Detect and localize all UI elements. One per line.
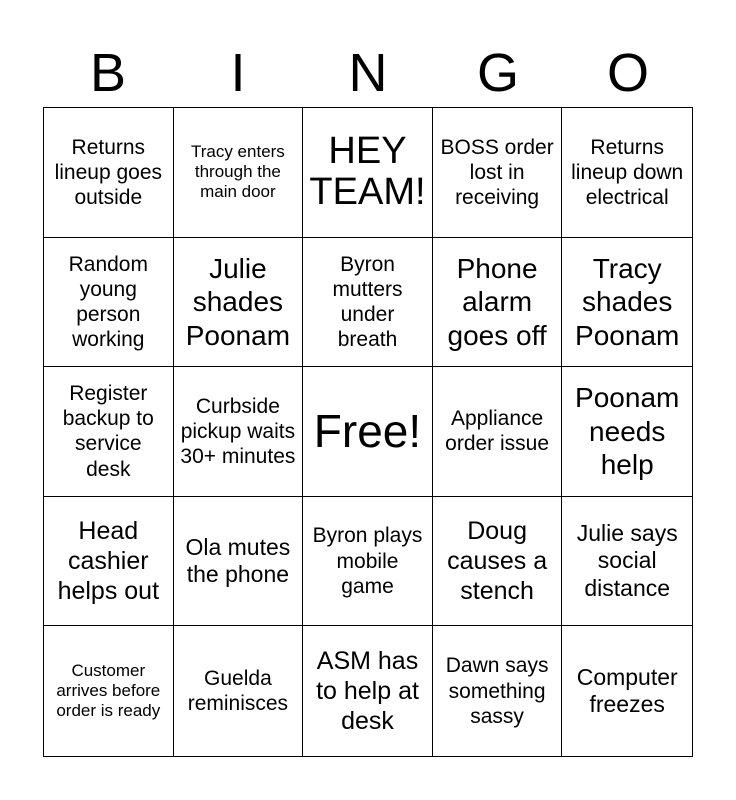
cell-text: Julie shades Poonam (185, 252, 291, 351)
bingo-cell[interactable] (44, 497, 174, 627)
bingo-cell[interactable] (174, 108, 304, 238)
bingo-cell[interactable] (303, 497, 433, 627)
header-letter-g: G (476, 43, 519, 103)
bingo-cell[interactable] (433, 497, 563, 627)
bingo-cell[interactable] (562, 238, 692, 368)
bingo-cell[interactable] (562, 108, 692, 238)
cell-text: Byron mutters under breath (332, 252, 403, 352)
bingo-cell[interactable] (44, 626, 174, 756)
cell-text: Guelda reminisces (187, 667, 289, 716)
cell-text: Returns lineup goes outside (54, 135, 162, 209)
cell-text: Byron plays mobile game (312, 524, 423, 598)
header-letter-o: O (606, 43, 649, 103)
header-letter-n: N (348, 43, 388, 103)
cell-text: Phone alarm goes off (447, 252, 547, 351)
bingo-cell[interactable] (174, 238, 304, 368)
free-space-cell[interactable] (303, 367, 433, 497)
bingo-cell[interactable] (174, 497, 304, 627)
cell-text: Julie says social distance (576, 519, 678, 601)
bingo-cell[interactable] (44, 108, 174, 238)
cell-text: Computer freezes (576, 663, 678, 718)
cell-text: ASM has to help at desk (316, 647, 419, 736)
bingo-cell[interactable] (44, 238, 174, 368)
bingo-board (43, 107, 693, 757)
cell-text: Register backup to service desk (62, 382, 154, 481)
bingo-cell[interactable] (303, 626, 433, 756)
cell-text: Tracy shades Poonam (575, 252, 680, 351)
bingo-cell[interactable] (562, 626, 692, 756)
bingo-cell[interactable] (303, 108, 433, 238)
cell-text: Free! (313, 404, 422, 457)
bingo-cell[interactable] (44, 367, 174, 497)
cell-text: HEY TEAM! (309, 129, 426, 214)
bingo-cell[interactable] (433, 238, 563, 368)
cell-text: Doug causes a stench (447, 517, 548, 606)
cell-text: Appliance order issue (445, 407, 550, 456)
header-letter-b: B (89, 43, 127, 103)
bingo-cell[interactable] (562, 497, 692, 627)
cell-text: Customer arrives before order is ready (56, 660, 161, 721)
bingo-cell[interactable] (562, 367, 692, 497)
cell-text: Ola mutes the phone (185, 533, 291, 588)
cell-text: Returns lineup down electrical (571, 135, 684, 209)
bingo-cell[interactable] (174, 367, 304, 497)
bingo-cell[interactable] (174, 626, 304, 756)
bingo-header (43, 40, 693, 106)
bingo-cell[interactable] (433, 108, 563, 238)
bingo-cell[interactable] (303, 238, 433, 368)
cell-text: Random young person working (68, 252, 148, 352)
cell-text: Head cashier helps out (57, 517, 160, 606)
cell-text: Poonam needs help (575, 382, 680, 481)
cell-text: Curbside pickup waits 30+ minutes (180, 394, 296, 469)
bingo-cell[interactable] (433, 626, 563, 756)
header-letter-i: I (230, 43, 246, 103)
bingo-cell[interactable] (433, 367, 563, 497)
cell-text: Dawn says something sassy (445, 654, 549, 728)
cell-text: BOSS order lost in receiving (440, 135, 554, 209)
cell-text: Tracy enters through the main door (190, 141, 285, 202)
